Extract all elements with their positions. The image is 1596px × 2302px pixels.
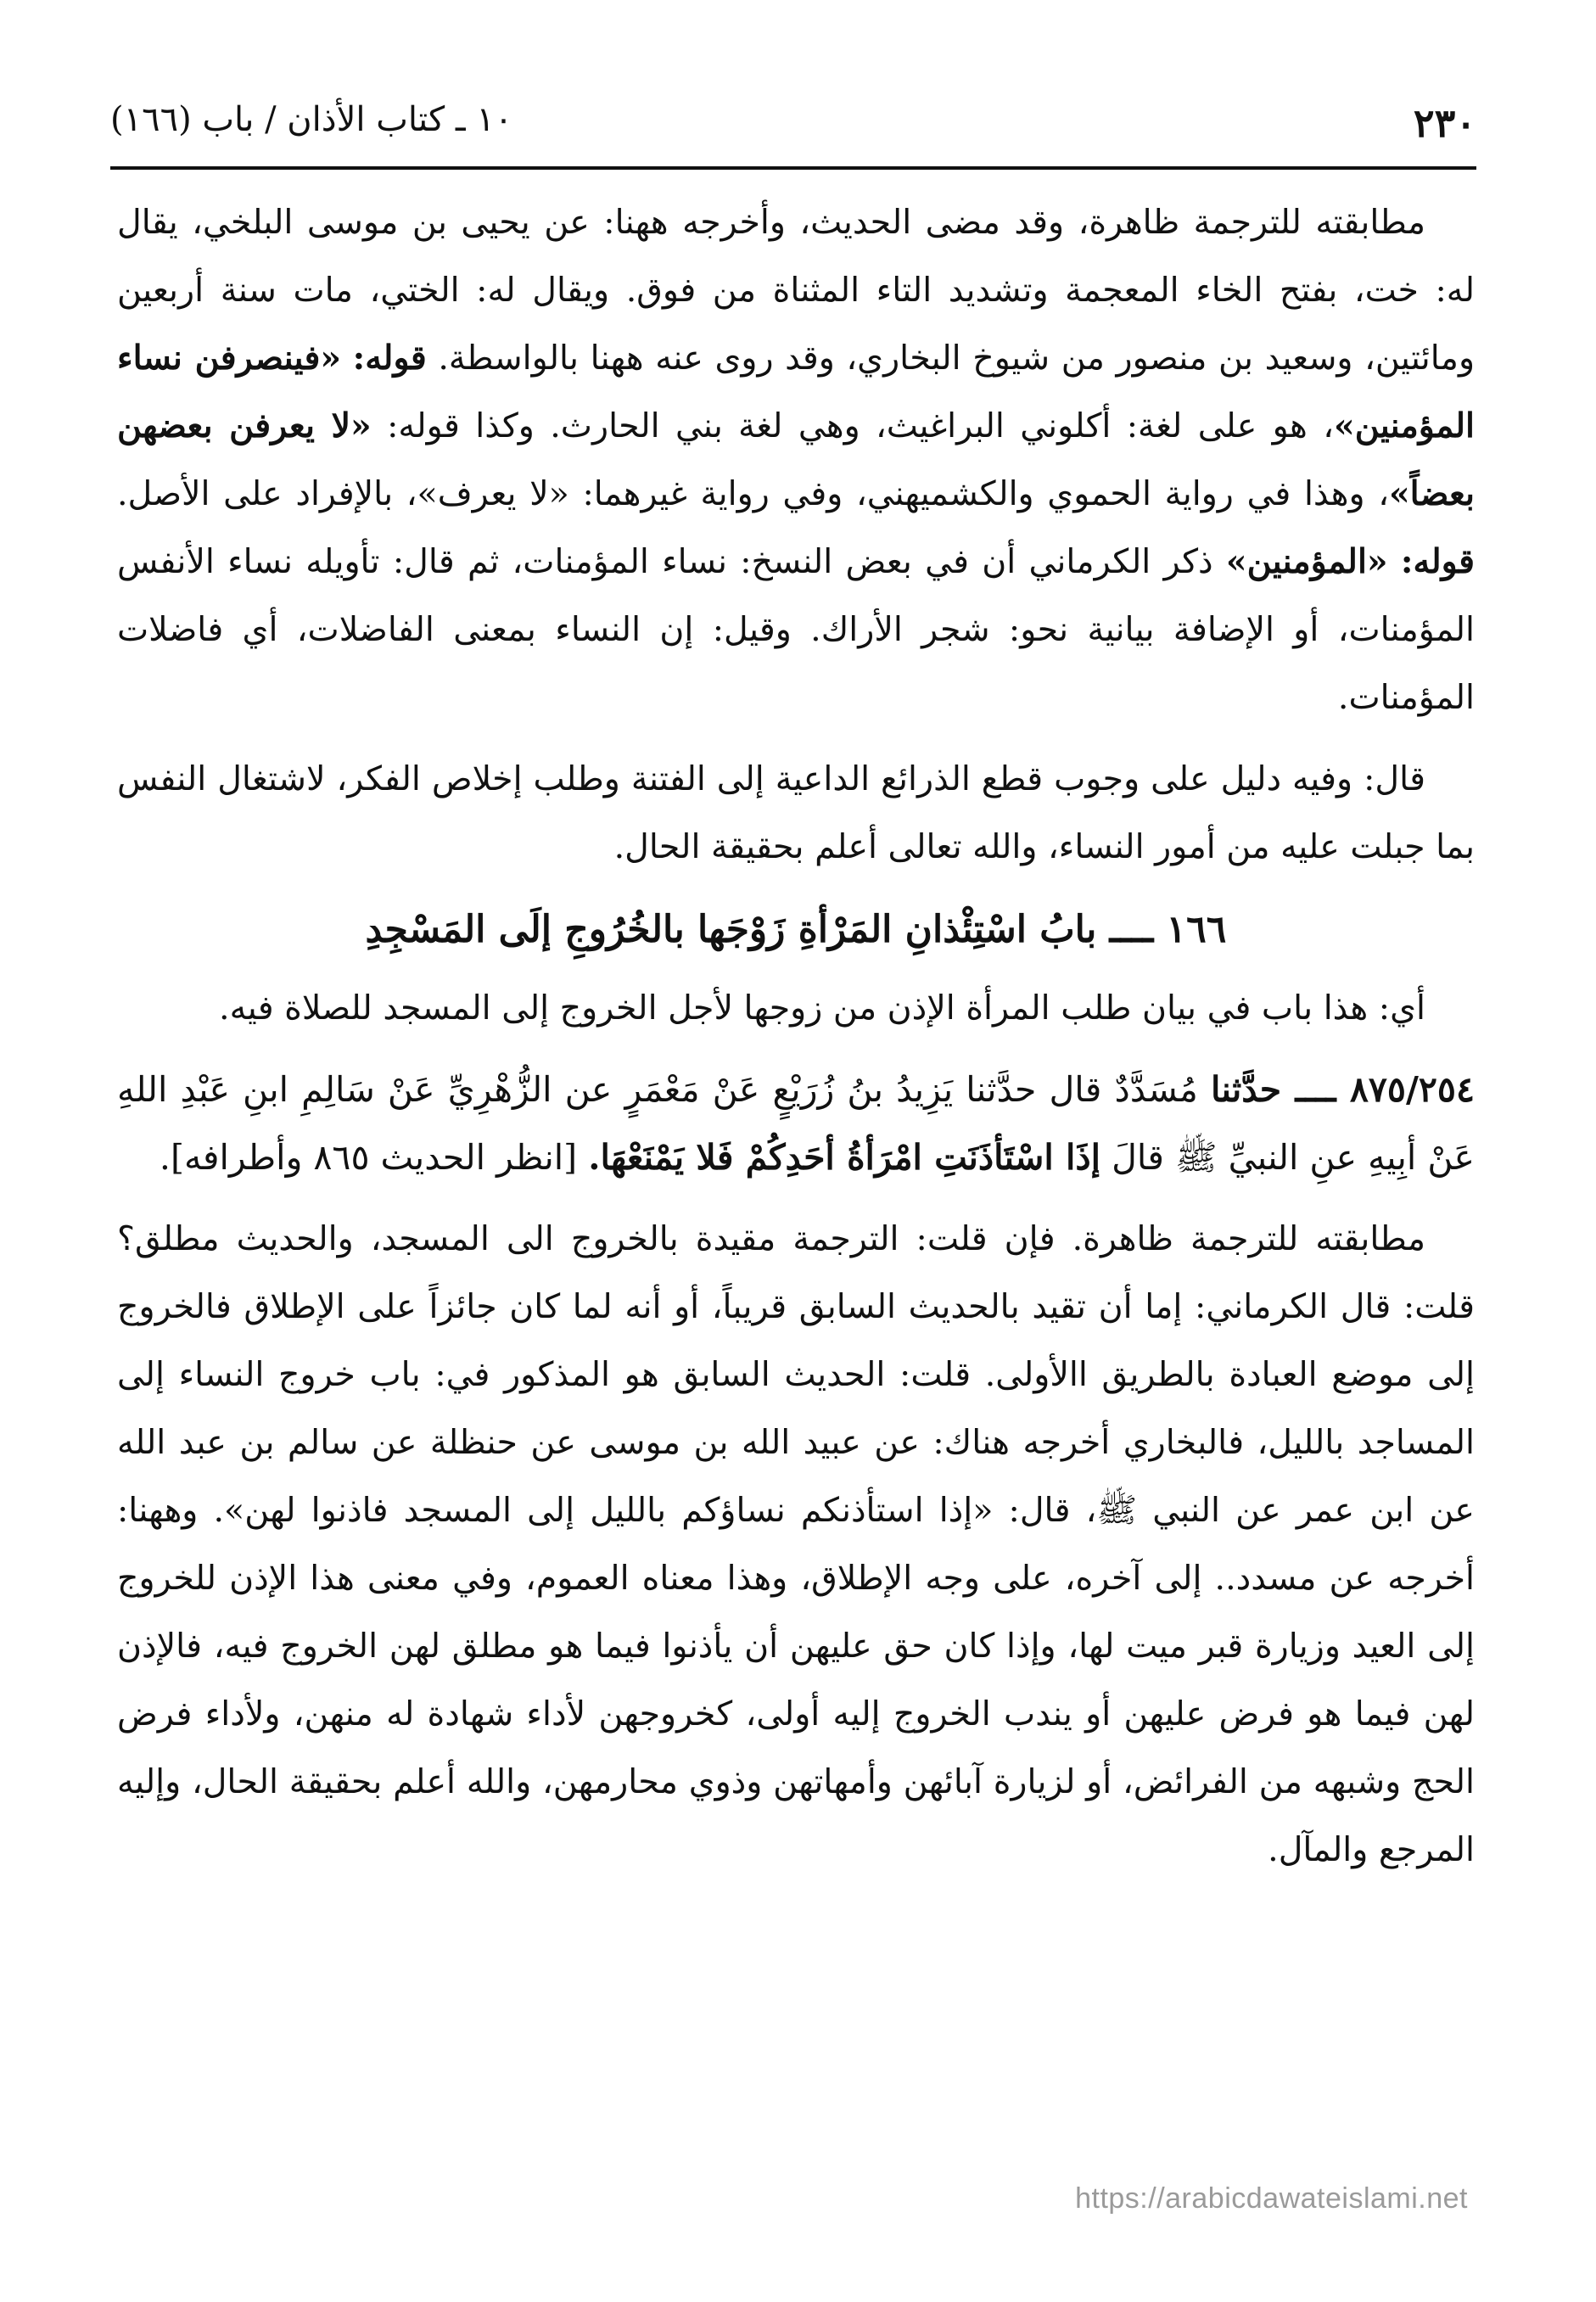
quoted-phrase: «المؤمنين» [1225,542,1388,581]
paragraph-chapter-explanation: أي: هذا باب في بيان طلب المرأة الإذن من زوجها لأجل الخروج إلى المسجد للصلاة فيه. [219,989,1425,1028]
page-number: ٢٣٠ [1413,100,1476,146]
qawluhu-label: قوله: [1400,542,1475,581]
quoted-phrase: «فينصرفن نساء المؤمنين» [117,339,1476,445]
paragraph-commentary-2: قال: وفيه دليل على وجوب قطع الذرائع الداعية إلى الفتنة وطلب إخلاص الفكر، لاشتغال النفس بما جبلت عليه من أمور النساء، والله تعالى أعلم بحقيقة الحال. [117,759,1475,866]
paragraph-text: مطابقته للترجمة ظاهرة، وقد مضى الحديث، وأخرجه ههنا: عن يحيى بن موسى البلخي، يقال له: خت، بفتح الخاء المعجمة وتشديد التاء المثناة من فوق. ويقال له: الختي، مات سنة أربعين ومائتين، وسعيد بن منصور من شيوخ البخاري، وقد روى عنه ههنا بالواسطة. [117,203,1476,378]
quoted-phrase: «لا يعرفن بعضهن بعضاً» [117,406,1475,513]
page-header [110,100,1476,176]
paragraph-commentary-1 [117,188,1475,731]
paragraph-text: ، وهذا في رواية الحموي والكشميهني، وفي رواية غيرهما: «لا يعرف»، بالإفراد على الأصل. [117,474,1389,513]
hadith-matn: إذَا اسْتَأذَنَتِ امْرَأةُ أحَدِكُمْ فَلا يَمْنَعْهَا. [588,1137,1101,1178]
paragraph-text: ، هو على لغة: أكلوني البراغيث، وهي لغة بني الحارث. وكذا قوله: [387,406,1334,445]
paragraph-commentary-3: مطابقته للترجمة ظاهرة. فإن قلت: الترجمة مقيدة بالخروج الى المسجد، والحديث مطلق؟ قلت: قال الكرماني: إما أن تقيد بالحديث السابق قريباً، أو أنه لما كان جائزاً على الإطلاق فالخروج إلى موضع العبادة بالطريق االأولى. قلت: الحديث السابق هو المذكور في: باب خروج النساء إلى المساجد بالليل، فالبخاري أخرجه هناك: عن عبيد الله بن موسى عن حنظلة عن سالم بن عبد الله عن ابن عمر عن النبي ﷺ، قال: «إذا استأذنكم نساؤكم بالليل إلى المسجد فاذنوا لهن». وههنا: أخرجه عن مسدد.. إلى آخره، على وجه الإطلاق، وهذا معناه العموم، وفي معنى هذا الإذن للخروج إلى العيد وزيارة قبر ميت لها، وإذا كان حق عليهن أن يأذنوا فيما هو مطلق لهن الخروج فيه، فالإذن لهن فيما هو فرض عليهن أو يندب الخروج إليه أولى، كخروجهن لأداء شهادة له منهن، ولأداء فرض الحج وشبهه من الفرائض، أو لزيارة آبائهن وأمهاتهن وذوي محارمهن، والله أعلم بحقيقة الحال، وإليه المرجع والمآل. [117,1219,1475,1869]
hadith-isnad: مُسَدَّدٌ قال حدَّثنا يَزِيدُ بنُ زُرَيْعٍ عَنْ مَعْمَرٍ عن الزُّهْرِيِّ عَنْ سَالِمِ ابنِ عَبْدِ اللهِ عَنْ أبِيهِ عنِ النبيِّ ﷺ قالَ [117,1069,1475,1178]
header-divider [110,166,1476,170]
paragraph-text: ذكر الكرماني أن في بعض النسخ: نساء المؤمنات، ثم قال: تأويله نساء الأنفس المؤمنات، أو الإضافة بيانية نحو: شجر الأراك. وقيل: إن النساء بمعنى الفاضلات، أي فاضلات المؤمنات. [117,542,1475,717]
hadith-number: ٨٧٥/٢٥٤ ــــ حدَّثنا [1210,1069,1475,1110]
hadith-reference: [انظر الحديث ٨٦٥ وأطرافه]. [159,1137,578,1178]
chapter-heading: ١٦٦ ــــ بابُ اسْتِئْذانِ المَرْأةِ زَوْجَها بالخُرُوجِ إلَى المَسْجِدِ [365,908,1227,951]
page-body [117,188,1475,1884]
qawluhu-label: قوله: [352,339,427,378]
hadith-block [117,1056,1475,1191]
watermark-url: https://arabicdawateislami.net [1075,2182,1468,2215]
running-title: ١٠ ـ كتاب الأذان / باب (١٦٦) [110,100,513,139]
